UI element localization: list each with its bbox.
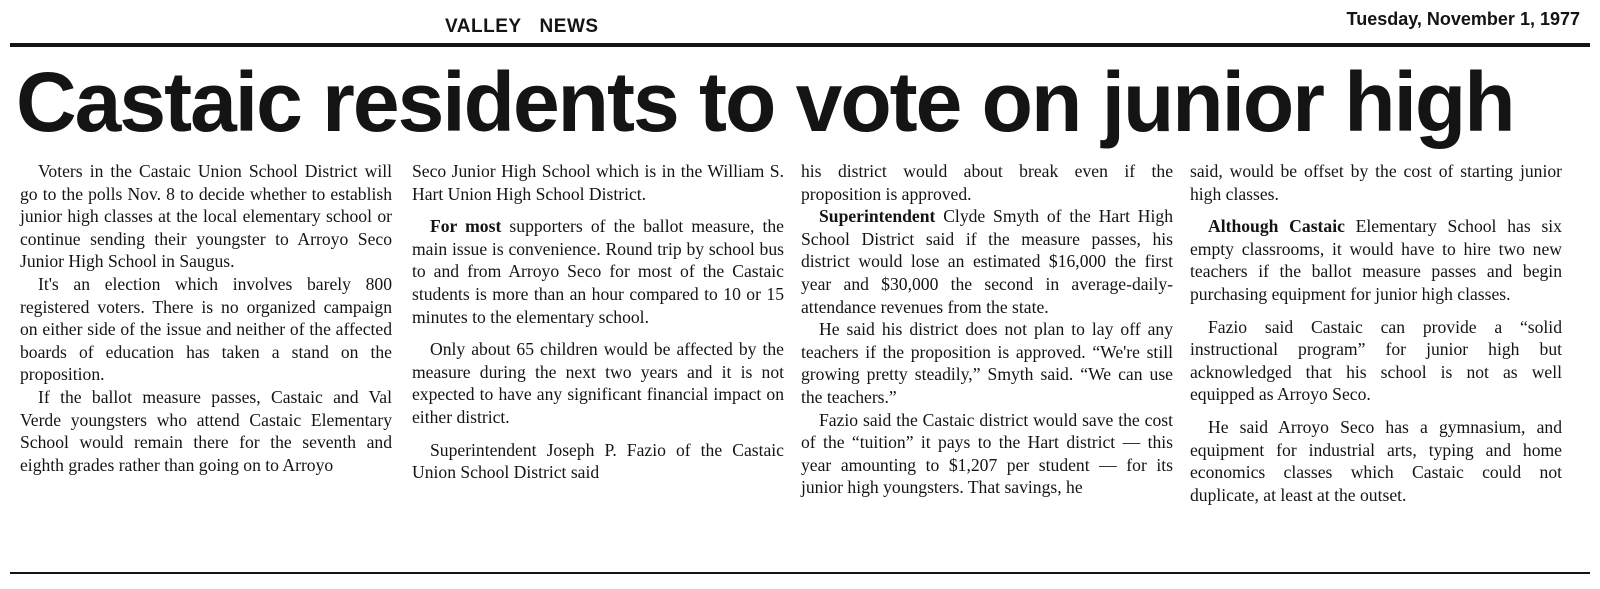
paragraph — [801, 160, 1173, 205]
paragraph — [412, 215, 784, 328]
paragraph — [20, 160, 392, 273]
paragraph-text: Fazio said the Castaic district would save the cost of the “tuition” it pays to the Hart district — this year amounting to $1,207 per student — for its junior high youngsters. That savings, he — [801, 409, 1173, 498]
masthead — [0, 0, 1600, 48]
paragraph-text: He said Arroyo Seco has a gymnasium, and equipment for industrial arts, typing and home economics classes which Castaic could not duplicate, at least at the outset. — [1190, 416, 1562, 505]
paragraph — [20, 386, 392, 476]
article-column-1 — [20, 160, 392, 476]
paragraph — [412, 160, 784, 205]
paragraph-text: He said his district does not plan to lay off any teachers if the proposition is approved. “We're still growing pretty steadily,” Smyth said. “We can use the teachers.” — [801, 319, 1173, 407]
paragraph-lead: Although Castaic — [1208, 216, 1345, 237]
paragraph-lead: For most — [430, 216, 502, 237]
issue-date: Tuesday, November 1, 1977 — [1346, 9, 1580, 29]
paragraph-text: Clyde Smyth of the Hart High School District said if the measure passes, his district would lose an estimated $16,000 the first year and $30,000 the second in average-daily-attendance revenues from the state. — [801, 206, 1173, 317]
article-column-3 — [801, 160, 1173, 499]
newspaper-name-part-2: NEWS — [539, 16, 599, 37]
article-column-2 — [412, 160, 784, 484]
paragraph — [1190, 316, 1562, 406]
paragraph — [412, 439, 784, 484]
paragraph-text: Voters in the Castaic Union School District will go to the polls Nov. 8 to decide whether to establish junior high classes at the local elementary school or continue sending their youngster to Arroyo Seco Junior High School in Saugus. — [20, 161, 392, 272]
paragraph-text: Fazio said Castaic can provide a “solid instructional program” for junior high but acknowledged that his school is not as well equipped as Arroyo Seco. — [1190, 316, 1562, 405]
headline: Castaic residents to vote on junior high — [16, 55, 1514, 149]
paragraph — [1190, 416, 1562, 506]
paragraph — [412, 338, 784, 428]
paragraph-lead: Superintendent — [819, 206, 936, 227]
paragraph — [801, 318, 1173, 408]
paragraph — [801, 205, 1173, 318]
paragraph — [801, 409, 1173, 499]
bottom-rule — [10, 572, 1590, 574]
newspaper-name-part-1: VALLEY — [445, 16, 522, 37]
paragraph-text: Superintendent Joseph P. Fazio of the Castaic Union School District said — [412, 439, 784, 483]
paragraph-text: If the ballot measure passes, Castaic and Val Verde youngsters who attend Castaic Elementary School would remain there for the seventh and eighth grades rather than going on to Arroyo — [20, 386, 392, 475]
paragraph-text: supporters of the ballot measure, the main issue is convenience. Round trip by school bus to and from Arroyo Seco for most of the Castaic students is more than an hour compared to 10 or 15 minutes to the elementary school. — [412, 216, 784, 327]
paragraph — [1190, 215, 1562, 305]
paragraph-text: Only about 65 children would be affected by the measure during the next two years and it is not expected to have any significant financial impact on either district. — [412, 339, 784, 427]
paragraph — [1190, 160, 1562, 205]
paragraph-text: his district would about break even if the proposition is approved. — [801, 161, 1173, 204]
masthead-rule — [10, 43, 1590, 47]
newspaper-name — [445, 16, 599, 38]
paragraph-text: It's an election which involves barely 800 registered voters. There is no organized campaign on either side of the issue and neither of the affected boards of education has taken a stand on the proposition. — [20, 273, 392, 385]
paragraph-text: said, would be offset by the cost of starting junior high classes. — [1190, 161, 1562, 204]
paragraph-text: Seco Junior High School which is in the William S. Hart Union High School District. — [412, 161, 784, 204]
article-column-4 — [1190, 160, 1562, 506]
paragraph — [20, 273, 392, 386]
paragraph-text: Elementary School has six empty classrooms, it would have to hire two new teachers if the ballot measure passes and begin purchasing equipment for junior high classes. — [1190, 216, 1562, 304]
